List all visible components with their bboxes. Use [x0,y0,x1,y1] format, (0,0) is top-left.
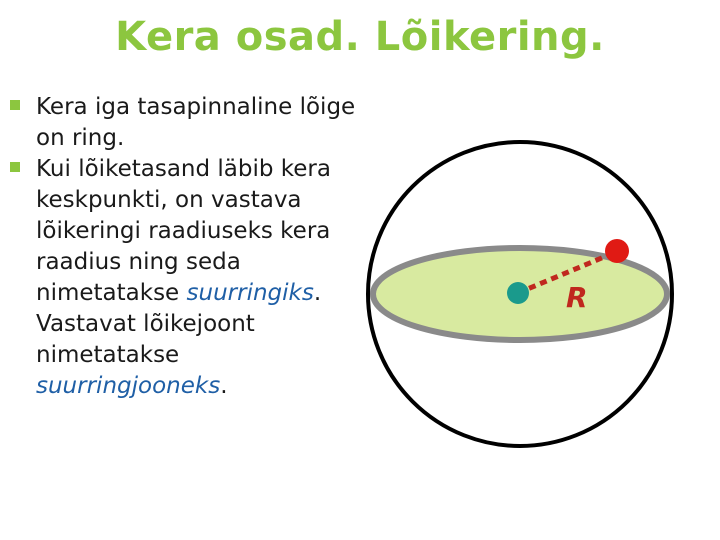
bullet-item-2 [8,154,358,402]
square-bullet-icon [10,162,20,172]
slide-title: Kera osad. Lõikering. [115,14,605,60]
bullet-text-1: Kera iga tasapinnaline lõige on ring. [36,94,356,151]
square-bullet-icon [10,100,20,110]
bullet-text-2a: Kui lõiketasand läbib kera keskpunkti, on vastava lõikeringi raadiuseks kera raadius ning seda nimetatakse [36,156,331,306]
radius-label: R [566,281,588,314]
sphere-figure [360,128,706,534]
center-point [507,282,529,304]
bullet-text-2b: . Vastavat lõikejoont nimetatakse [36,280,322,368]
term-suurring: suurringiks [186,280,314,306]
bullet-text-2c: . [220,373,228,399]
term-suurringjoon: suurringjooneks [36,373,221,399]
bullet-list [8,92,358,402]
edge-point [605,239,629,263]
bullet-item-1 [8,92,358,154]
